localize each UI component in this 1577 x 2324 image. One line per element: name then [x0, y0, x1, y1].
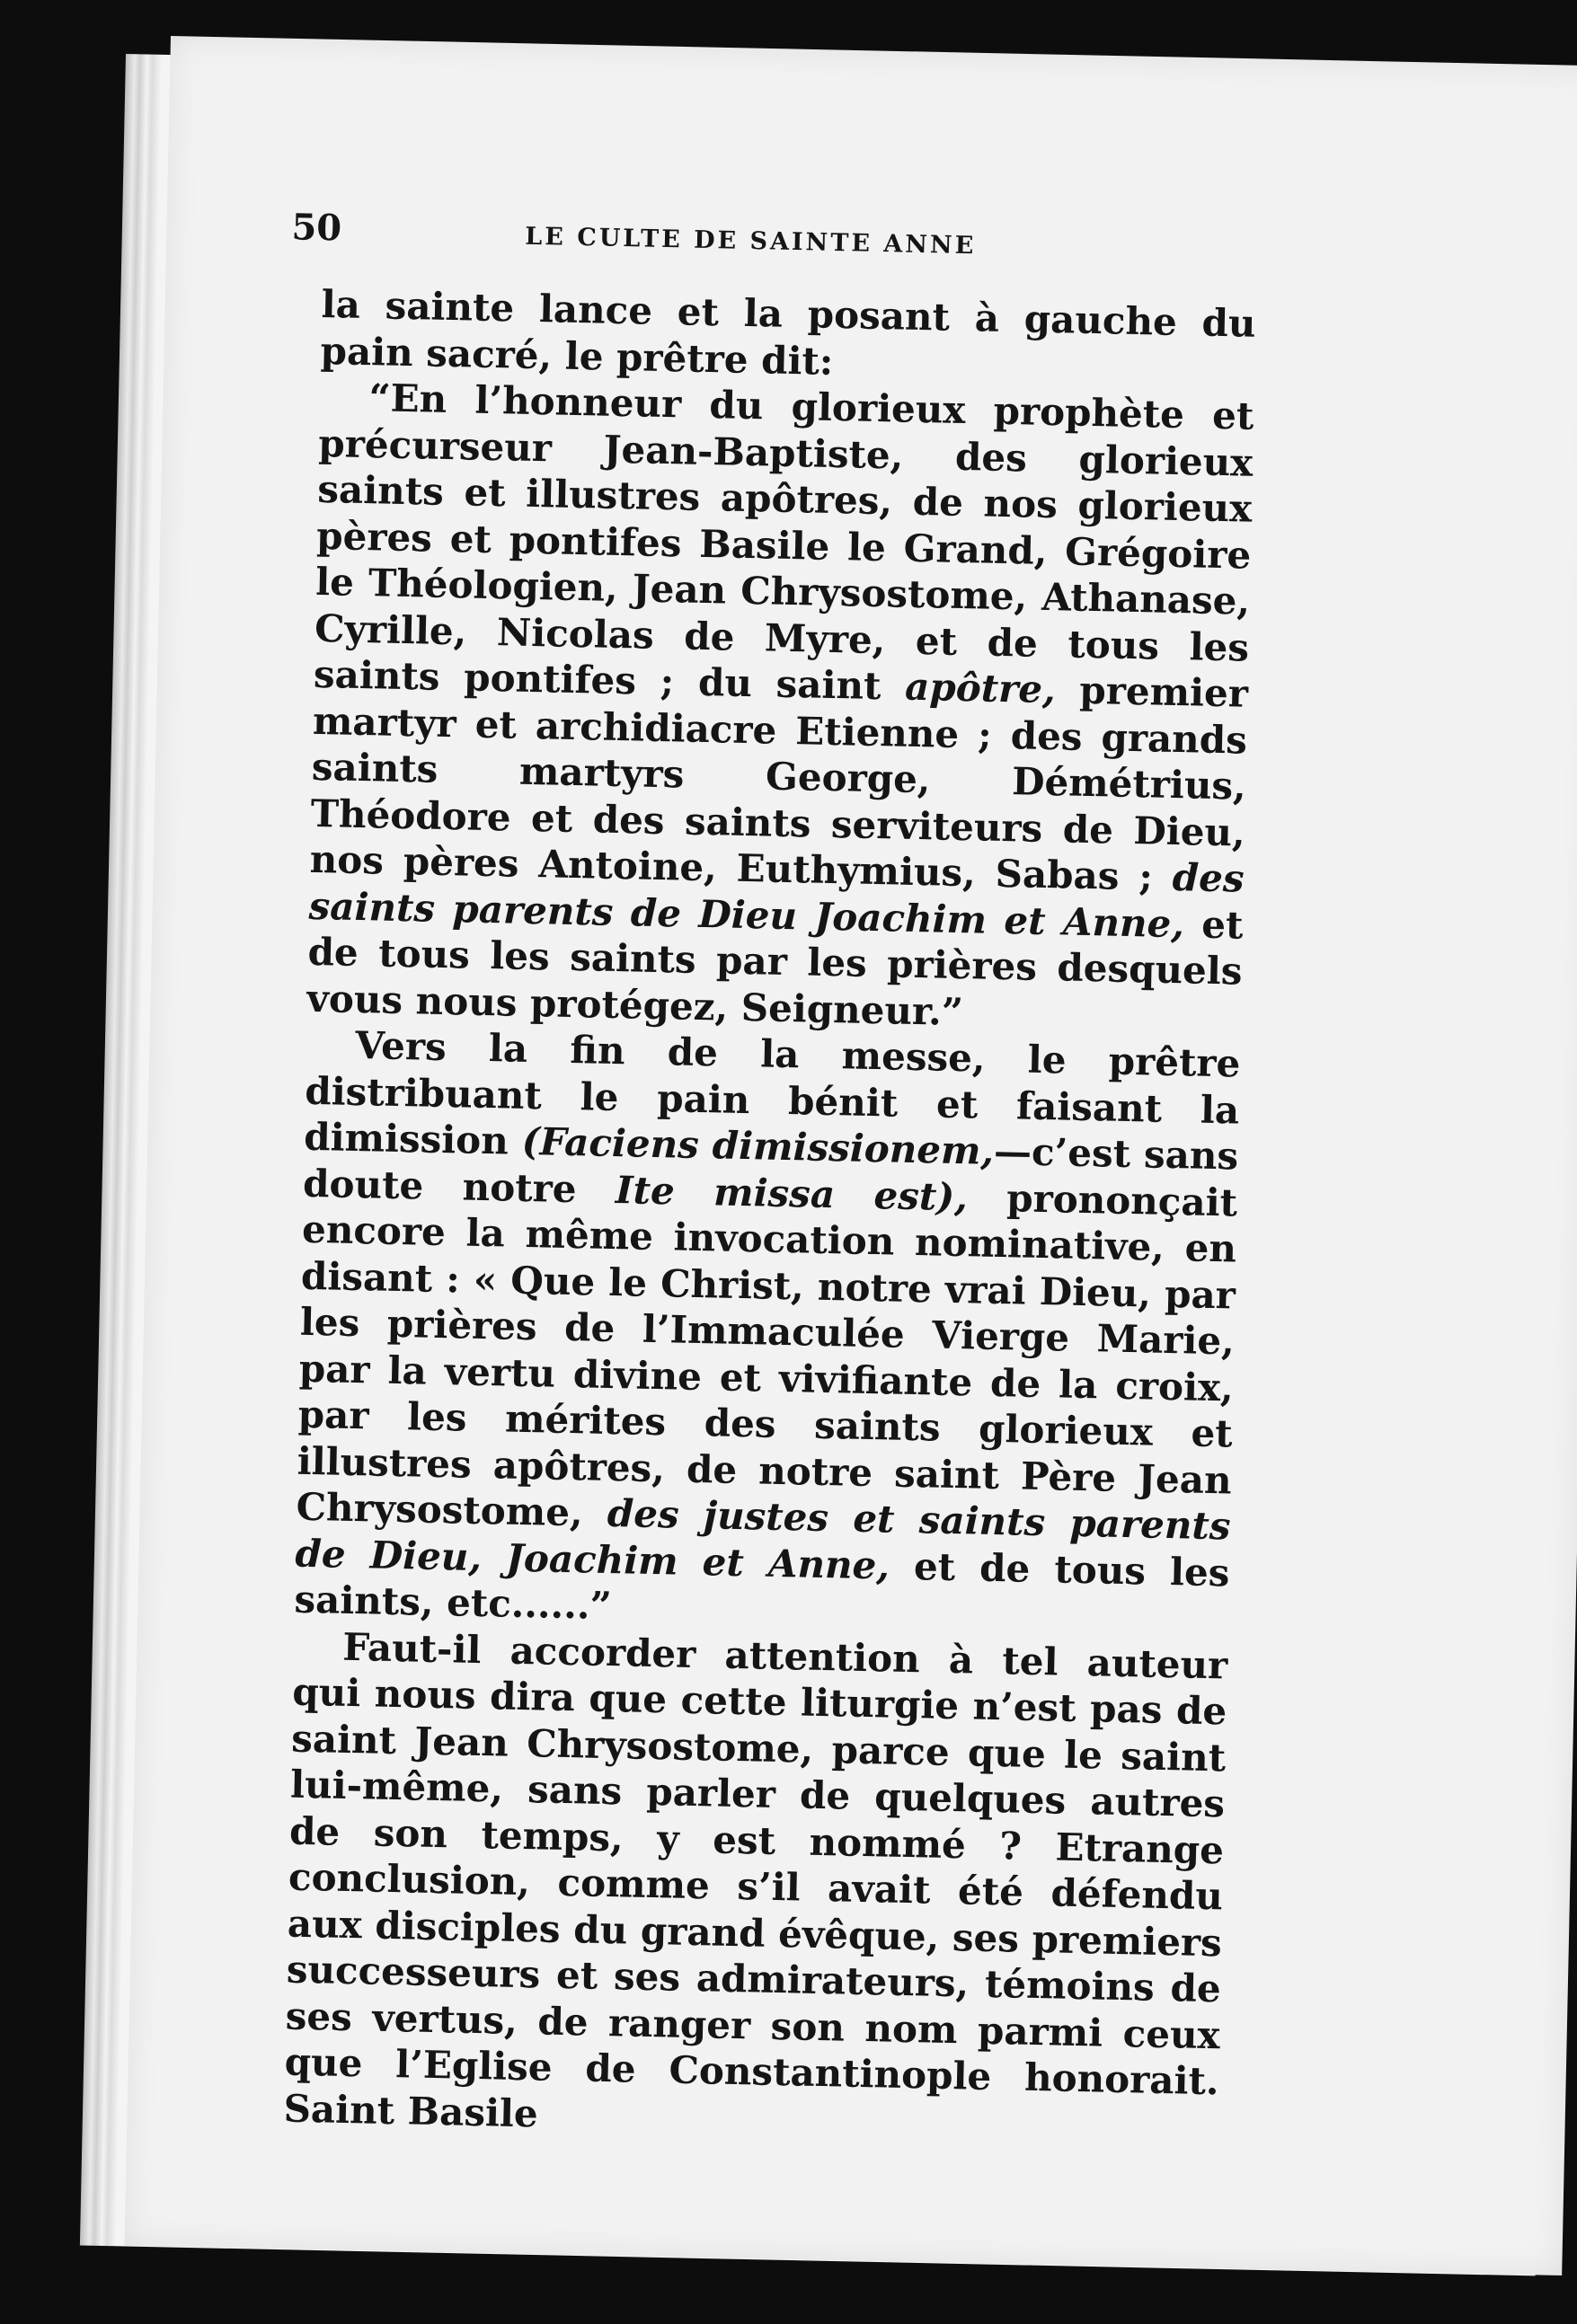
- text-segment: prononçait encore la même invocation nominative, en disant : « Que le Christ, notre vrai Dieu, par les prières de l’Immaculée Vierge Marie, par la vertu divine et vivifiante de la croix, par les mérites des saints glorieux et illustres apôtres, de notre saint Père Jean Chrysostome,: [296, 1174, 1238, 1535]
- text-segment: “En l’honneur du glorieux prophète et précurseur Jean-Baptiste, des glorieux saints et illustres apôtres, de nos glorieux pères et pontifes Basile le Grand, Grégoire le Théologien, Jean Chrysostome, Athanase, Cyrille, Nicolas de Myre, et de tous les saints pontifes ; du saint: [313, 376, 1254, 709]
- paragraph-2: [306, 374, 1254, 1041]
- text-segment: la sainte lance et la posant à gauche du pain sacré, le prêtre dit:: [320, 281, 1257, 384]
- paragraph-3: [294, 1021, 1241, 1642]
- paragraph-4: [283, 1622, 1228, 2151]
- text-segment: premier martyr et archidiacre Etienne ; des grands saints martyrs George, Démétrius, Théodore et des saints serviteurs de Dieu, nos pères Antoine, Euthymius, Sabas ;: [309, 667, 1249, 899]
- page-number: 50: [291, 206, 342, 250]
- paragraph-indent: [319, 410, 368, 411]
- italic-segment: Ite missa est),: [615, 1167, 969, 1219]
- text-segment: Faut-il accorder attention à tel auteur qui nous dira que cette liturgie n’est pas de saint Jean Chrysostome, parce que le saint lui-même, sans parler de quelques autres de son temps, y est nommé ? Etrange conclusion, comme s’il avait été défendu aux disciples du grand évêque, ses premiers successeurs et ses admirateurs, témoins de ses vertus, de ranger son nom parmi ceux que l’Eglise de Constantinople honorait. Saint Basile: [283, 1624, 1228, 2135]
- text-segment: —c’est sans doute notre: [302, 1128, 1239, 1212]
- text-segment: Vers la fin de la messe, le prêtre distribuant le pain bénit et faisant la dimission: [303, 1022, 1241, 1163]
- text-segment: et de tous les saints, etc......”: [294, 1543, 1230, 1629]
- paragraph-indent: [293, 1658, 342, 1659]
- text-segment: et de tous les saints par les prières desquels vous nous protégez, Seigneur.”: [306, 901, 1244, 1034]
- italic-segment: des justes et saints parents de Dieu, Joachim et Anne,: [295, 1490, 1231, 1588]
- running-title: LE CULTE DE SAINTE ANNE: [525, 222, 977, 261]
- italic-segment: apôtre,: [904, 664, 1057, 712]
- italic-segment: (Faciens dimissionem,: [521, 1118, 995, 1173]
- italic-segment: des saints parents de Dieu Joachim et Anne,: [308, 854, 1245, 946]
- page-content: [283, 207, 1258, 2151]
- paragraph-indent: [306, 1057, 355, 1058]
